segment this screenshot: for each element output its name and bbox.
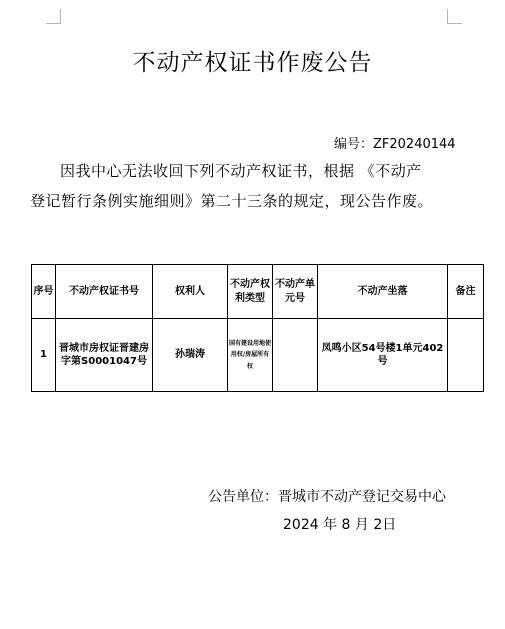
announcement-body-line-2: 登记暂行条例实施细则》第二十三条的规定，现公告作废。 [30,192,434,210]
header-holder: 权利人 [153,265,228,319]
table-row [32,319,484,392]
cell-seq: 1 [32,319,56,392]
header-remark: 备注 [448,265,484,319]
issuing-unit: 公告单位：晋城市不动产登记交易中心 [208,489,446,505]
header-right-type: 不动产权利类型 [228,265,273,319]
crop-mark-top-left-horizontal [46,23,61,24]
header-seq: 序号 [32,265,56,319]
document-title: 不动产权证书作废公告 [132,50,373,76]
header-location: 不动产坐落 [318,265,448,319]
table-header-row [32,265,484,319]
header-cert-no: 不动产权证书号 [56,265,153,319]
header-unit-no: 不动产单元号 [273,265,318,319]
announcement-body-line-1: 因我中心无法收回下列不动产权证书，根据 《不动产 [60,162,422,180]
cell-right-type: 国有建设用地使用权/房屋所有权 [228,319,273,392]
cell-remark [448,319,484,392]
cell-location: 凤鸣小区54号楼1单元402号 [318,319,448,392]
crop-mark-top-right-vertical [447,9,448,23]
cell-unit-no [273,319,318,392]
document-number: 编号：ZF20240144 [334,137,456,152]
issue-date: 2024 年 8 月 2日 [283,517,397,533]
cell-cert-no: 晋城市房权证晋建房字第S0001047号 [56,319,153,392]
cell-holder: 孙瑞涛 [153,319,228,392]
crop-mark-top-right-horizontal [447,23,462,24]
crop-mark-top-left-vertical [60,9,61,23]
certificate-table [31,264,484,392]
